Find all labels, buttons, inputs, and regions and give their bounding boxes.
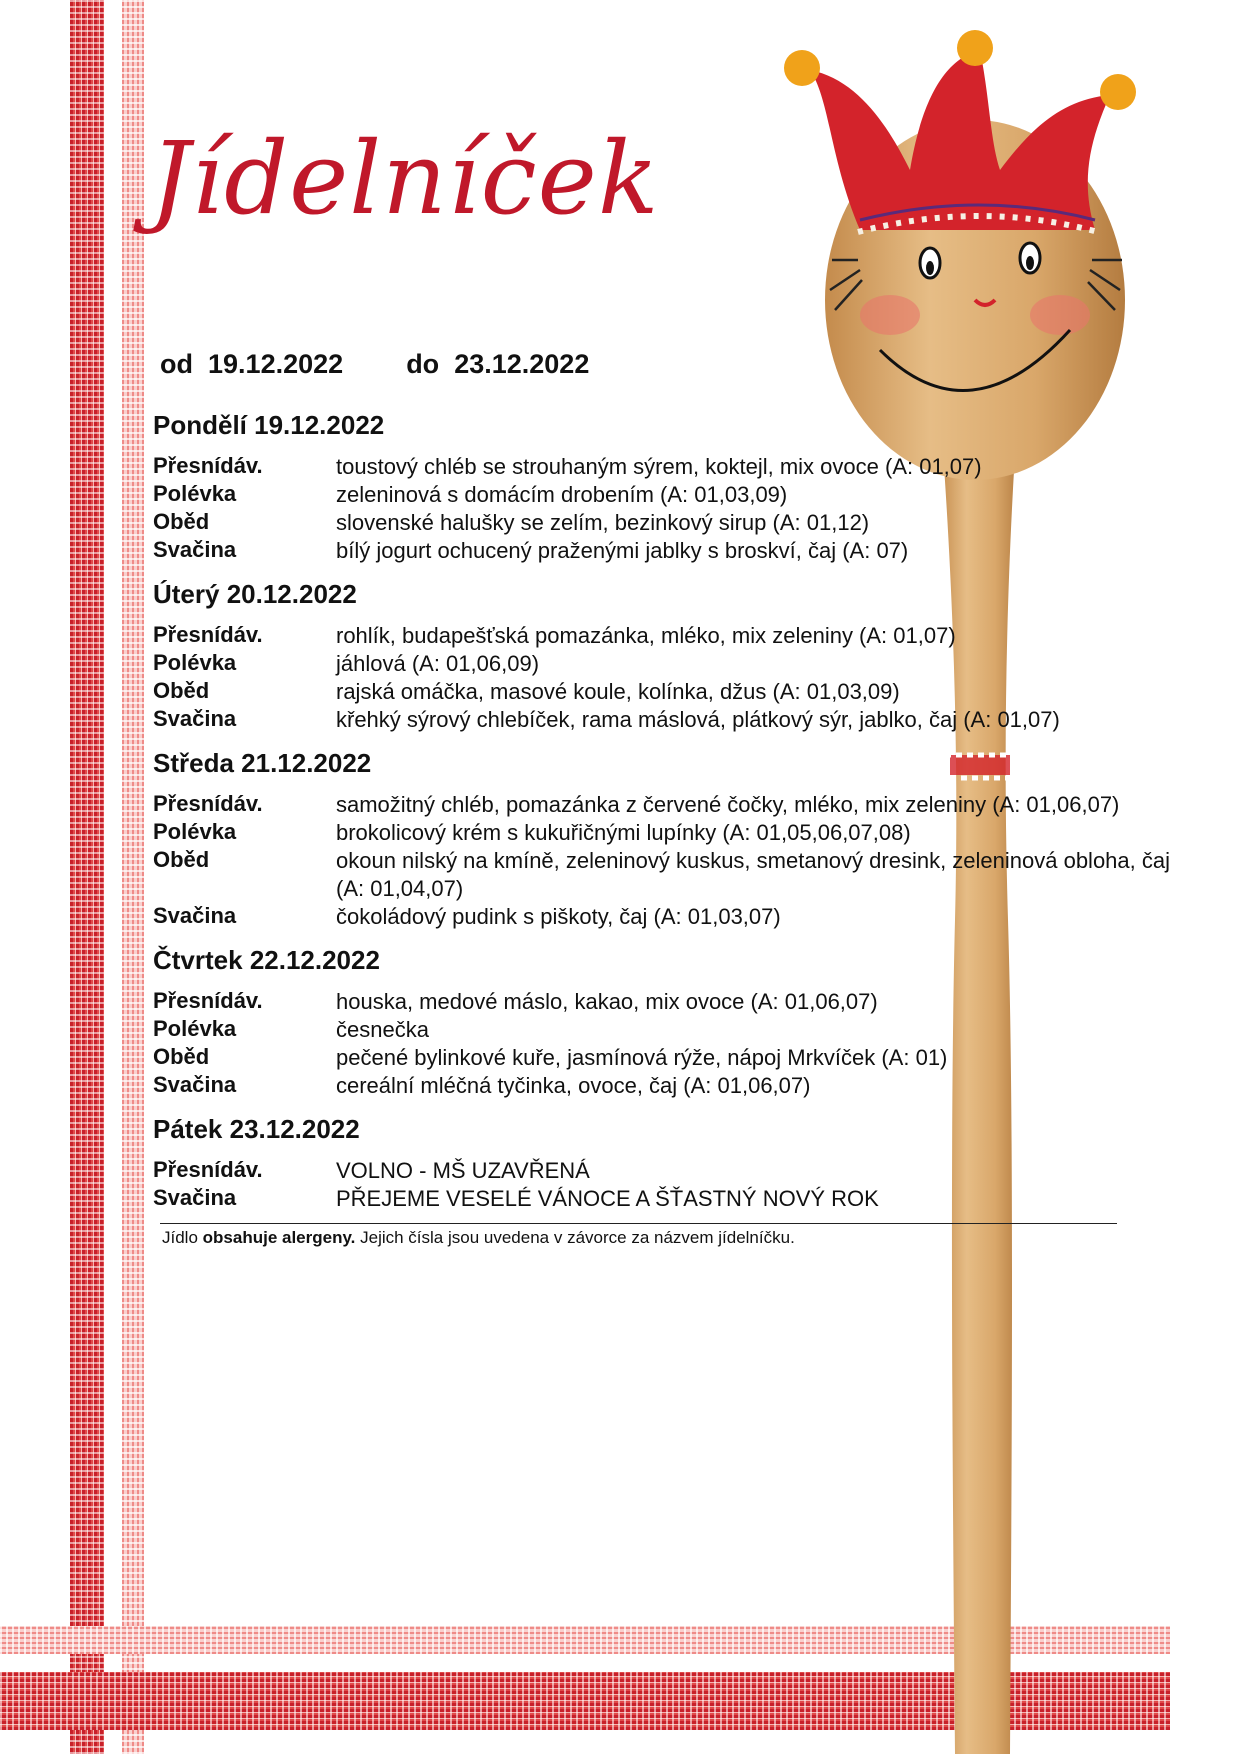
meal-description: brokolicový krém s kukuřičnými lupínky (A: 01,05,06,07,08) <box>336 820 911 845</box>
meal-description: zeleninová s domácím drobením (A: 01,03,09) <box>336 482 788 507</box>
page-title: Jídelníček <box>150 120 660 237</box>
meal-row <box>153 650 1183 678</box>
meal-label: Oběd <box>153 1044 210 1069</box>
allergen-note: Jídlo obsahuje alergeny. Jejich čísla jsou uvedena v závorce za názvem jídelníčku. <box>162 1228 795 1247</box>
tablecloth-stripe-left-dark <box>70 0 104 1754</box>
meal-label: Svačina <box>153 537 237 562</box>
meal-description: houska, medové máslo, kakao, mix ovoce (A: 01,06,07) <box>336 989 878 1014</box>
meal-row <box>153 847 1183 903</box>
meal-row <box>153 819 1183 847</box>
hat-bell-left <box>784 50 820 86</box>
divider <box>160 1223 1117 1224</box>
meal-label: Oběd <box>153 509 210 534</box>
day-section <box>153 748 1183 931</box>
meal-row <box>153 1016 1183 1044</box>
day-title: Pátek 23.12.2022 <box>153 1114 360 1144</box>
meal-row <box>153 622 1183 650</box>
meal-description: křehký sýrový chlebíček, rama máslová, plátkový sýr, jablko, čaj (A: 01,07) <box>336 707 1060 732</box>
meal-description: bílý jogurt ochucený praženými jablky s broskví, čaj (A: 07) <box>336 538 909 563</box>
meal-label: Přesnídáv. <box>153 622 263 647</box>
meal-row <box>153 481 1183 509</box>
meal-description: samožitný chléb, pomazánka z červené čočky, mléko, mix zeleniny (A: 01,06,07) <box>336 792 1120 817</box>
meal-row <box>153 678 1183 706</box>
jester-hat <box>810 50 1110 230</box>
meal-description: pečené bylinkové kuře, jasmínová rýže, nápoj Mrkvíček (A: 01) <box>336 1045 948 1070</box>
meal-label: Přesnídáv. <box>153 988 263 1013</box>
hat-bell-top <box>957 30 993 66</box>
day-section <box>153 410 1183 565</box>
meal-label: Oběd <box>153 847 210 872</box>
meal-row <box>153 1044 1183 1072</box>
meal-row <box>153 509 1183 537</box>
meal-label: Svačina <box>153 706 237 731</box>
meal-description: rohlík, budapešťská pomazánka, mléko, mix zeleniny (A: 01,07) <box>336 623 956 648</box>
meal-label: Svačina <box>153 1072 237 1097</box>
meal-description: čokoládový pudink s piškoty, čaj (A: 01,03,07) <box>336 904 781 929</box>
meal-description: cereální mléčná tyčinka, ovoce, čaj (A: 01,06,07) <box>336 1073 811 1098</box>
meal-label: Svačina <box>153 1185 237 1210</box>
meal-label: Oběd <box>153 678 210 703</box>
meal-description: PŘEJEME VESELÉ VÁNOCE A ŠŤASTNÝ NOVÝ ROK <box>336 1186 879 1211</box>
day-section <box>153 579 1183 734</box>
meal-row <box>153 453 1183 481</box>
day-title: Pondělí 19.12.2022 <box>153 410 385 440</box>
to-date: 23.12.2022 <box>454 349 590 379</box>
meal-label: Svačina <box>153 903 237 928</box>
meal-description: slovenské halušky se zelím, bezinkový sirup (A: 01,12) <box>336 510 870 535</box>
tablecloth-stripe-left-light <box>122 0 144 1754</box>
meal-label: Polévka <box>153 481 237 506</box>
from-label: od <box>160 349 193 379</box>
meal-row <box>153 1157 1183 1185</box>
day-title: Čtvrtek 22.12.2022 <box>153 945 380 975</box>
meal-description: okoun nilský na kmíně, zeleninový kuskus, smetanový dresink, zeleninová obloha, čaj (A: 01,04,07) <box>336 848 1171 901</box>
date-range <box>160 349 589 380</box>
hat-bell-right <box>1100 74 1136 110</box>
day-section <box>153 1114 1183 1213</box>
meal-row <box>153 1072 1183 1100</box>
from-date: 19.12.2022 <box>208 349 344 379</box>
meal-row <box>153 791 1183 819</box>
meal-row <box>153 1185 1183 1213</box>
to-label: do <box>406 349 440 379</box>
meal-row <box>153 537 1183 565</box>
meal-description: VOLNO - MŠ UZAVŘENÁ <box>336 1158 590 1183</box>
day-title: Středa 21.12.2022 <box>153 748 372 778</box>
day-title: Úterý 20.12.2022 <box>153 579 357 609</box>
weekly-menu <box>153 410 1183 1227</box>
day-section <box>153 945 1183 1100</box>
meal-label: Polévka <box>153 819 237 844</box>
meal-label: Přesnídáv. <box>153 453 263 478</box>
meal-description: rajská omáčka, masové koule, kolínka, džus (A: 01,03,09) <box>336 679 900 704</box>
meal-label: Polévka <box>153 650 237 675</box>
meal-row <box>153 988 1183 1016</box>
meal-description: jáhlová (A: 01,06,09) <box>336 651 540 676</box>
meal-description: česnečka <box>336 1017 429 1042</box>
meal-row <box>153 706 1183 734</box>
meal-row <box>153 903 1183 931</box>
meal-label: Přesnídáv. <box>153 1157 263 1182</box>
meal-description: toustový chléb se strouhaným sýrem, koktejl, mix ovoce (A: 01,07) <box>336 454 982 479</box>
meal-label: Přesnídáv. <box>153 791 263 816</box>
meal-label: Polévka <box>153 1016 237 1041</box>
